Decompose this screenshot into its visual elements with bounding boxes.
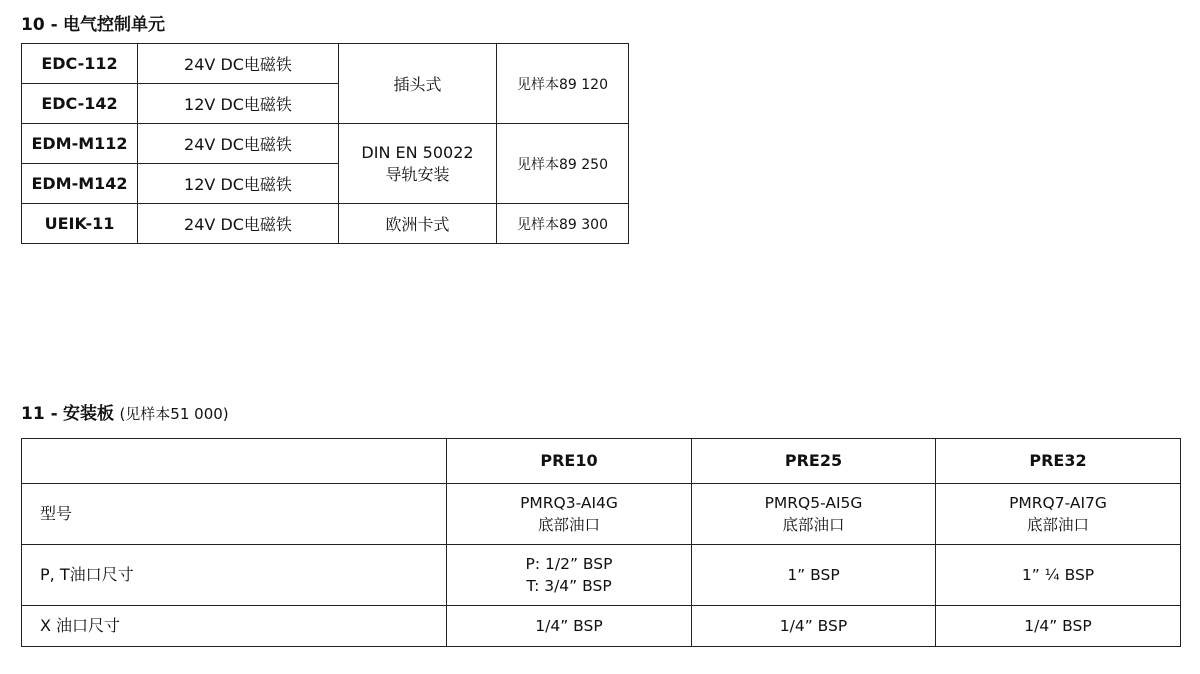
voltage-cell: 24V DC电磁铁 xyxy=(138,204,339,244)
cell-line-2: 底部油口 xyxy=(782,516,845,534)
model-cell: EDC-112 xyxy=(22,44,138,84)
cell-line-1: P: 1/2” BSP xyxy=(525,555,613,573)
header-cell-pre25: PRE25 xyxy=(692,439,936,484)
section-10-title: 电气控制单元 xyxy=(63,15,166,35)
reference-cell: 见样本89 250 xyxy=(497,124,629,204)
header-cell-empty xyxy=(22,439,447,484)
voltage-cell: 24V DC电磁铁 xyxy=(138,124,339,164)
cell-line-2: 底部油口 xyxy=(1026,516,1089,534)
reference-cell: 见样本89 300 xyxy=(497,204,629,244)
table-row xyxy=(22,545,1181,606)
cell-line-2: 底部油口 xyxy=(537,516,600,534)
table-cell: 1/4” BSP xyxy=(447,606,692,647)
table-header-row xyxy=(22,439,1181,484)
model-cell: EDM-M142 xyxy=(22,164,138,204)
section-10-heading xyxy=(21,10,165,35)
type-line-2: 导轨安装 xyxy=(385,164,450,184)
section-11-heading xyxy=(21,399,229,424)
row-label: 型号 xyxy=(22,484,447,545)
table-cell: 1” ¼ BSP xyxy=(936,545,1181,606)
cell-line-1: PMRQ7-AI7G xyxy=(1009,494,1107,512)
table-cell xyxy=(447,545,692,606)
type-cell: 插头式 xyxy=(339,44,497,124)
table-row xyxy=(22,204,629,244)
voltage-cell: 12V DC电磁铁 xyxy=(138,164,339,204)
section-10-number: 10 - xyxy=(21,15,58,35)
table-row xyxy=(22,44,629,84)
table-cell: 1” BSP xyxy=(692,545,936,606)
table-cell: 1/4” BSP xyxy=(936,606,1181,647)
model-cell: EDC-142 xyxy=(22,84,138,124)
header-cell-pre10: PRE10 xyxy=(447,439,692,484)
section-11-note: (见样本51 000) xyxy=(119,405,229,423)
table-cell xyxy=(692,484,936,545)
electrical-control-table xyxy=(21,43,629,244)
table-cell xyxy=(936,484,1181,545)
cell-line-1: PMRQ3-AI4G xyxy=(520,494,618,512)
type-line-1: DIN EN 50022 xyxy=(361,142,474,162)
type-cell: 欧洲卡式 xyxy=(339,204,497,244)
row-label: P, T油口尺寸 xyxy=(22,545,447,606)
voltage-cell: 24V DC电磁铁 xyxy=(138,44,339,84)
table-row xyxy=(22,124,629,164)
reference-cell: 见样本89 120 xyxy=(497,44,629,124)
header-cell-pre32: PRE32 xyxy=(936,439,1181,484)
cell-line-2: T: 3/4” BSP xyxy=(526,577,612,595)
voltage-cell: 12V DC电磁铁 xyxy=(138,84,339,124)
table-row xyxy=(22,484,1181,545)
model-cell: EDM-M112 xyxy=(22,124,138,164)
section-11-number: 11 - xyxy=(21,404,58,424)
cell-line-1: PMRQ5-AI5G xyxy=(764,494,863,512)
type-cell xyxy=(339,124,497,204)
table-cell: 1/4” BSP xyxy=(692,606,936,647)
model-cell: UEIK-11 xyxy=(22,204,138,244)
row-label: X 油口尺寸 xyxy=(22,606,447,647)
mounting-plate-table xyxy=(21,438,1181,647)
section-11-title: 安装板 xyxy=(63,404,115,424)
table-row xyxy=(22,606,1181,647)
table-cell xyxy=(447,484,692,545)
